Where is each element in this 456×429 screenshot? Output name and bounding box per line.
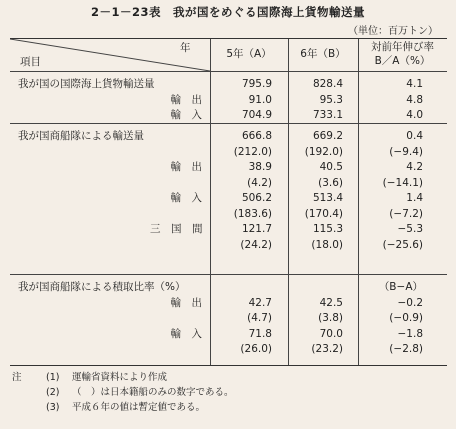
table-cell: (24.2) [240,238,272,251]
table-cell: −1.8 [397,327,423,340]
section-label: 我が国の国際海上貨物輸送量 [18,78,155,90]
column-header-3-line1: 対前年伸び率 [371,41,434,53]
table-cell: (−7.2) [389,207,423,220]
table-cell: （B−A） [378,281,423,293]
table-cell: (212.0) [233,145,272,158]
table-cell: (26.0) [240,343,272,355]
table-cell: (3.8) [318,312,343,324]
row-label: 輸 入 [170,192,202,204]
unit-label: （単位：百万トン） [348,26,438,37]
table-cell: (−9.4) [389,145,423,158]
footnotes [12,370,234,415]
table-cell: (−2.8) [389,343,423,355]
row-label: 輸 出 [170,296,202,309]
table-cell: 91.0 [248,93,272,106]
table-title: 2－1－23表 我が国をめぐる国際海上貨物輸送量 [90,5,365,19]
table-cell: 669.2 [312,130,343,142]
table-cell: (23.2) [311,343,343,355]
table-cell: (−14.1) [382,176,423,189]
table-cell: 733.1 [312,109,343,121]
table-cell: 115.3 [312,223,343,235]
table-cell: −0.2 [397,296,423,309]
table-cell: 4.0 [406,109,423,121]
table-cell: (18.0) [311,238,343,251]
section-label: 我が国商船隊による積取比率（%） [18,281,186,293]
column-header-3-line2: B／A（%） [374,55,431,67]
table-cell: 513.4 [312,192,343,204]
table-cell: (4.2) [247,176,272,189]
table-cell: 795.9 [241,78,272,90]
footnote-item [12,370,234,385]
footnote-marker: 注 [12,372,22,383]
footnote-number: (3) [46,402,60,413]
table-cell: 42.5 [319,296,343,309]
table-cell: (3.6) [318,176,343,189]
row-label: 輸 入 [170,327,202,340]
table-cell: 4.1 [406,78,423,90]
table-cell: (183.6) [233,207,272,220]
year-header: 年 [180,42,191,54]
footnote-marker [12,385,46,400]
table-cell: 0.4 [406,130,423,142]
footnote-text: （ ）は日本籍船のみの数字である。 [72,387,234,398]
row-label: 輸 出 [170,161,202,173]
table-cell: 95.3 [319,93,343,106]
section-label: 我が国商船隊による輸送量 [18,130,144,142]
table-cell: 506.2 [241,192,272,204]
footnote-marker [12,400,46,415]
table-cell: 4.8 [406,93,423,106]
table-cell: 42.7 [248,296,272,309]
footnote-item [12,385,234,400]
table-cell: (170.4) [304,207,343,220]
footnote-item [12,400,234,415]
table-cell: (4.7) [247,312,272,324]
row-label: 三 国 間 [150,223,203,235]
row-label: 輸 出 [170,93,202,106]
footnote-number: (1) [46,372,60,383]
table-cell: 666.8 [241,130,272,142]
footnote-number: (2) [46,387,60,398]
table-cell: 121.7 [241,223,272,235]
section-divider [10,274,447,275]
footnote-text: 運輸省資料により作成 [72,372,168,383]
header-divider [10,71,447,72]
table-cell: (192.0) [304,145,343,158]
table-cell: 40.5 [319,161,343,173]
table-cell: 1.4 [406,192,423,204]
table-cell: 4.2 [406,161,423,173]
table-cell: 704.9 [241,109,272,121]
data-table [10,38,447,366]
table-cell: (−0.9) [389,312,423,324]
section-divider [10,123,447,124]
row-label: 輸 入 [170,109,202,121]
table-cell: 828.4 [312,78,343,90]
table-cell: −5.3 [397,223,423,235]
column-header-2: 6年（B） [300,48,346,60]
table-cell: 71.8 [248,327,272,340]
table-cell: (−25.6) [382,238,423,251]
table-cell: 38.9 [248,161,272,173]
footnote-text: 平成６年の値は暫定値である。 [72,402,206,413]
item-header: 項目 [20,56,41,68]
table-cell: 70.0 [319,327,343,340]
column-header-1: 5年（A） [226,48,272,60]
